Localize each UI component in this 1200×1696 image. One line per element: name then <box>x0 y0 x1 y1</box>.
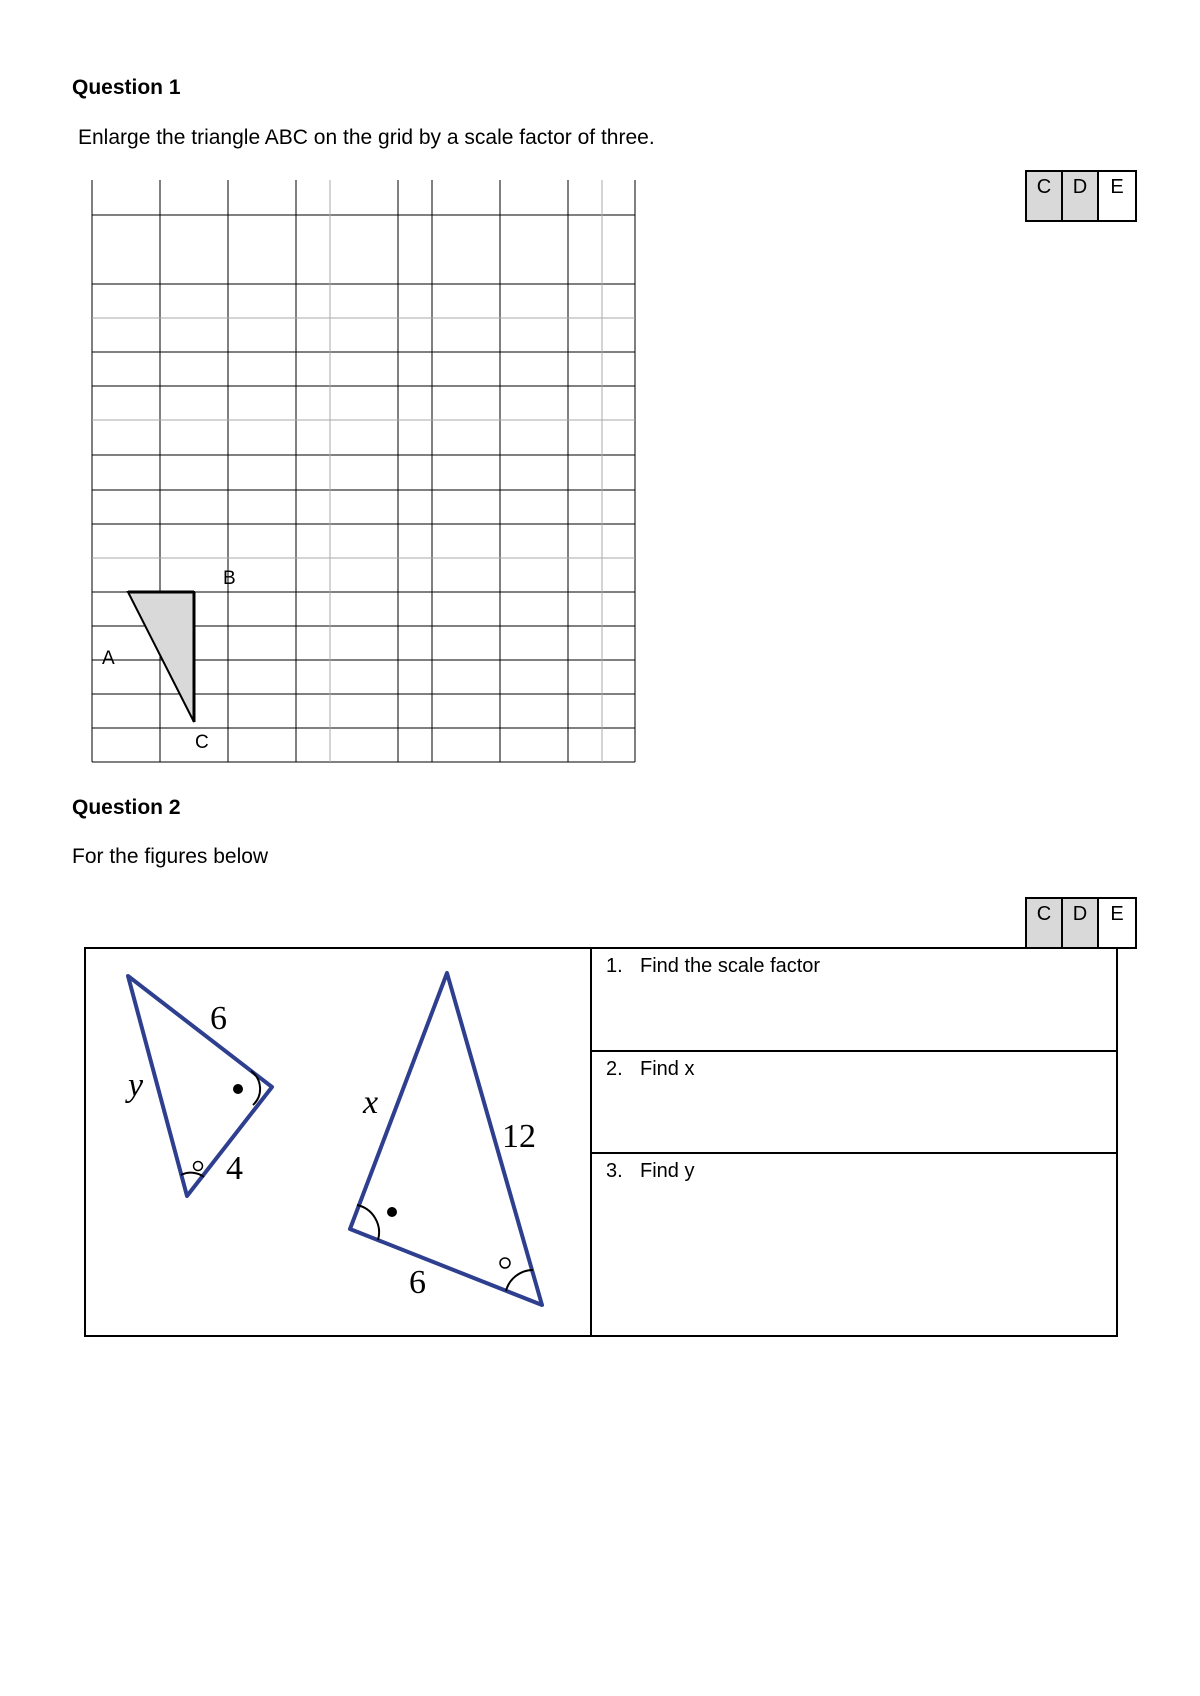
triangle-abc <box>128 592 194 722</box>
grade-box-q1 <box>1025 170 1137 222</box>
task-text: Find x <box>640 1058 695 1080</box>
task-number: 2. <box>606 1058 623 1080</box>
grade-e: E <box>1099 899 1135 947</box>
small-side-left-label: y <box>128 1067 144 1104</box>
large-side-bottom-label: 6 <box>409 1264 426 1301</box>
similar-triangles-figure <box>86 949 590 1335</box>
small-side-bottom-label: 4 <box>226 1150 243 1187</box>
question-2-instruction: For the figures below <box>72 845 269 868</box>
question-1-instruction: Enlarge the triangle ABC on the grid by a scale factor of three. <box>78 126 655 149</box>
vertex-label-c: C <box>195 732 209 753</box>
vertex-label-a: A <box>102 648 115 669</box>
large-side-left-label: x <box>363 1084 379 1121</box>
task-text: Find the scale factor <box>640 955 821 977</box>
large-side-right-label: 12 <box>502 1118 536 1155</box>
task-row-3 <box>592 1154 1116 1335</box>
grade-d: D <box>1063 172 1099 220</box>
grade-box-q2 <box>1025 897 1137 949</box>
grade-e: E <box>1099 172 1135 220</box>
tasks-table <box>590 947 1118 1337</box>
grade-c: C <box>1027 172 1063 220</box>
question-1-heading: Question 1 <box>72 76 181 99</box>
small-triangle <box>128 976 272 1196</box>
grade-c: C <box>1027 899 1063 947</box>
figures-panel <box>84 947 592 1337</box>
task-text: Find y <box>640 1160 695 1182</box>
question-2-heading: Question 2 <box>72 796 181 819</box>
task-number: 3. <box>606 1160 623 1182</box>
enlargement-grid <box>80 180 660 770</box>
grade-d: D <box>1063 899 1099 947</box>
task-row-2 <box>592 1052 1116 1154</box>
small-side-top-label: 6 <box>210 1000 227 1037</box>
task-number: 1. <box>606 955 623 977</box>
vertex-label-b: B <box>223 568 236 589</box>
task-row-1 <box>592 949 1116 1052</box>
